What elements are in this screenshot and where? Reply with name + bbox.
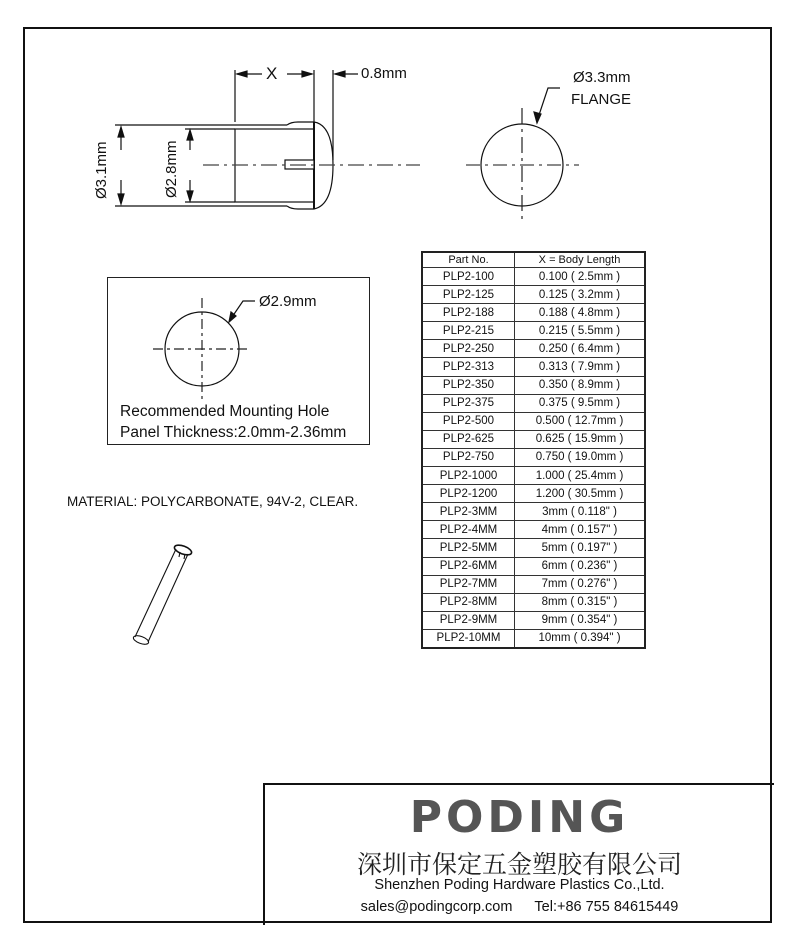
body-length: 0.215 ( 5.5mm ) (515, 322, 646, 340)
part-no: PLP2-5MM (422, 539, 515, 557)
body-length: 0.350 ( 8.9mm ) (515, 376, 646, 394)
table-row (422, 593, 645, 611)
body-length: 3mm ( 0.118" ) (515, 503, 646, 521)
part-no: PLP2-625 (422, 430, 515, 448)
part-no: PLP2-8MM (422, 593, 515, 611)
part-no: PLP2-125 (422, 286, 515, 304)
body-length: 0.313 ( 7.9mm ) (515, 358, 646, 376)
table-row (422, 539, 645, 557)
company-name-cn: 深圳市保定五金塑胶有限公司 (356, 851, 682, 879)
body-length: 5mm ( 0.197" ) (515, 539, 646, 557)
part-no: PLP2-188 (422, 304, 515, 322)
company-logo: PODING (409, 792, 630, 843)
table-row (422, 629, 645, 648)
dim-x-label: X (266, 64, 278, 83)
material-note: MATERIAL: POLYCARBONATE, 94V-2, CLEAR. (67, 494, 359, 509)
contact-line (265, 899, 774, 915)
part-no: PLP2-7MM (422, 575, 515, 593)
body-length: 8mm ( 0.315" ) (515, 593, 646, 611)
table-row (422, 394, 645, 412)
hole-diameter-label: Ø2.9mm (259, 293, 317, 310)
title-block (263, 783, 774, 925)
part-no: PLP2-375 (422, 394, 515, 412)
body-length: 1.200 ( 30.5mm ) (515, 485, 646, 503)
table-row (422, 521, 645, 539)
table-row (422, 611, 645, 629)
part-no: PLP2-215 (422, 322, 515, 340)
body-length: 0.250 ( 6.4mm ) (515, 340, 646, 358)
phone-number: Tel:+86 755 84615449 (534, 899, 679, 915)
body-length: 9mm ( 0.354" ) (515, 611, 646, 629)
table-row (422, 412, 645, 430)
body-length: 0.125 ( 3.2mm ) (515, 286, 646, 304)
body-length: 0.375 ( 9.5mm ) (515, 394, 646, 412)
table-row (422, 268, 645, 286)
table-row (422, 358, 645, 376)
table-row (422, 467, 645, 485)
panel-thickness-caption: Panel Thickness:2.0mm-2.36mm (120, 424, 347, 441)
part-no: PLP2-4MM (422, 521, 515, 539)
mounting-hole-caption: Recommended Mounting Hole (120, 403, 330, 420)
part-no: PLP2-1200 (422, 485, 515, 503)
body-length: 4mm ( 0.157" ) (515, 521, 646, 539)
table-row (422, 376, 645, 394)
flange-diameter-label: Ø3.3mm (573, 69, 631, 86)
table-row (422, 340, 645, 358)
table-row (422, 557, 645, 575)
part-no: PLP2-3MM (422, 503, 515, 521)
body-length: 7mm ( 0.276" ) (515, 575, 646, 593)
body-length: 1.000 ( 25.4mm ) (515, 467, 646, 485)
part-no: PLP2-750 (422, 448, 515, 466)
table-row (422, 448, 645, 466)
dim-flange-thickness: 0.8mm (361, 65, 407, 82)
table-row (422, 485, 645, 503)
part-no: PLP2-1000 (422, 467, 515, 485)
part-no: PLP2-6MM (422, 557, 515, 575)
body-length: 0.750 ( 19.0mm ) (515, 448, 646, 466)
part-no: PLP2-350 (422, 376, 515, 394)
part-number-table (421, 251, 646, 649)
part-no: PLP2-100 (422, 268, 515, 286)
table-row (422, 575, 645, 593)
table-row (422, 304, 645, 322)
dim-outer-diameter: Ø3.1mm (93, 141, 110, 199)
body-length: 0.500 ( 12.7mm ) (515, 412, 646, 430)
table-row (422, 322, 645, 340)
flange-label: FLANGE (571, 91, 632, 108)
company-name-en: Shenzhen Poding Hardware Plastics Co.,Ltd. (374, 877, 665, 893)
body-length: 0.188 ( 4.8mm ) (515, 304, 646, 322)
part-no: PLP2-500 (422, 412, 515, 430)
table-header-row (422, 252, 645, 268)
table-row (422, 503, 645, 521)
body-length: 0.100 ( 2.5mm ) (515, 268, 646, 286)
table-row (422, 430, 645, 448)
header-part-no: Part No. (422, 252, 515, 268)
table-row (422, 286, 645, 304)
body-length: 0.625 ( 15.9mm ) (515, 430, 646, 448)
part-no: PLP2-250 (422, 340, 515, 358)
part-no: PLP2-313 (422, 358, 515, 376)
email-link[interactable]: sales@podingcorp.com (360, 899, 513, 915)
body-length: 6mm ( 0.236" ) (515, 557, 646, 575)
part-no: PLP2-10MM (422, 629, 515, 648)
header-body-length: X = Body Length (515, 252, 646, 268)
body-length: 10mm ( 0.394" ) (515, 629, 646, 648)
part-no: PLP2-9MM (422, 611, 515, 629)
dim-body-diameter: Ø2.8mm (163, 140, 180, 198)
